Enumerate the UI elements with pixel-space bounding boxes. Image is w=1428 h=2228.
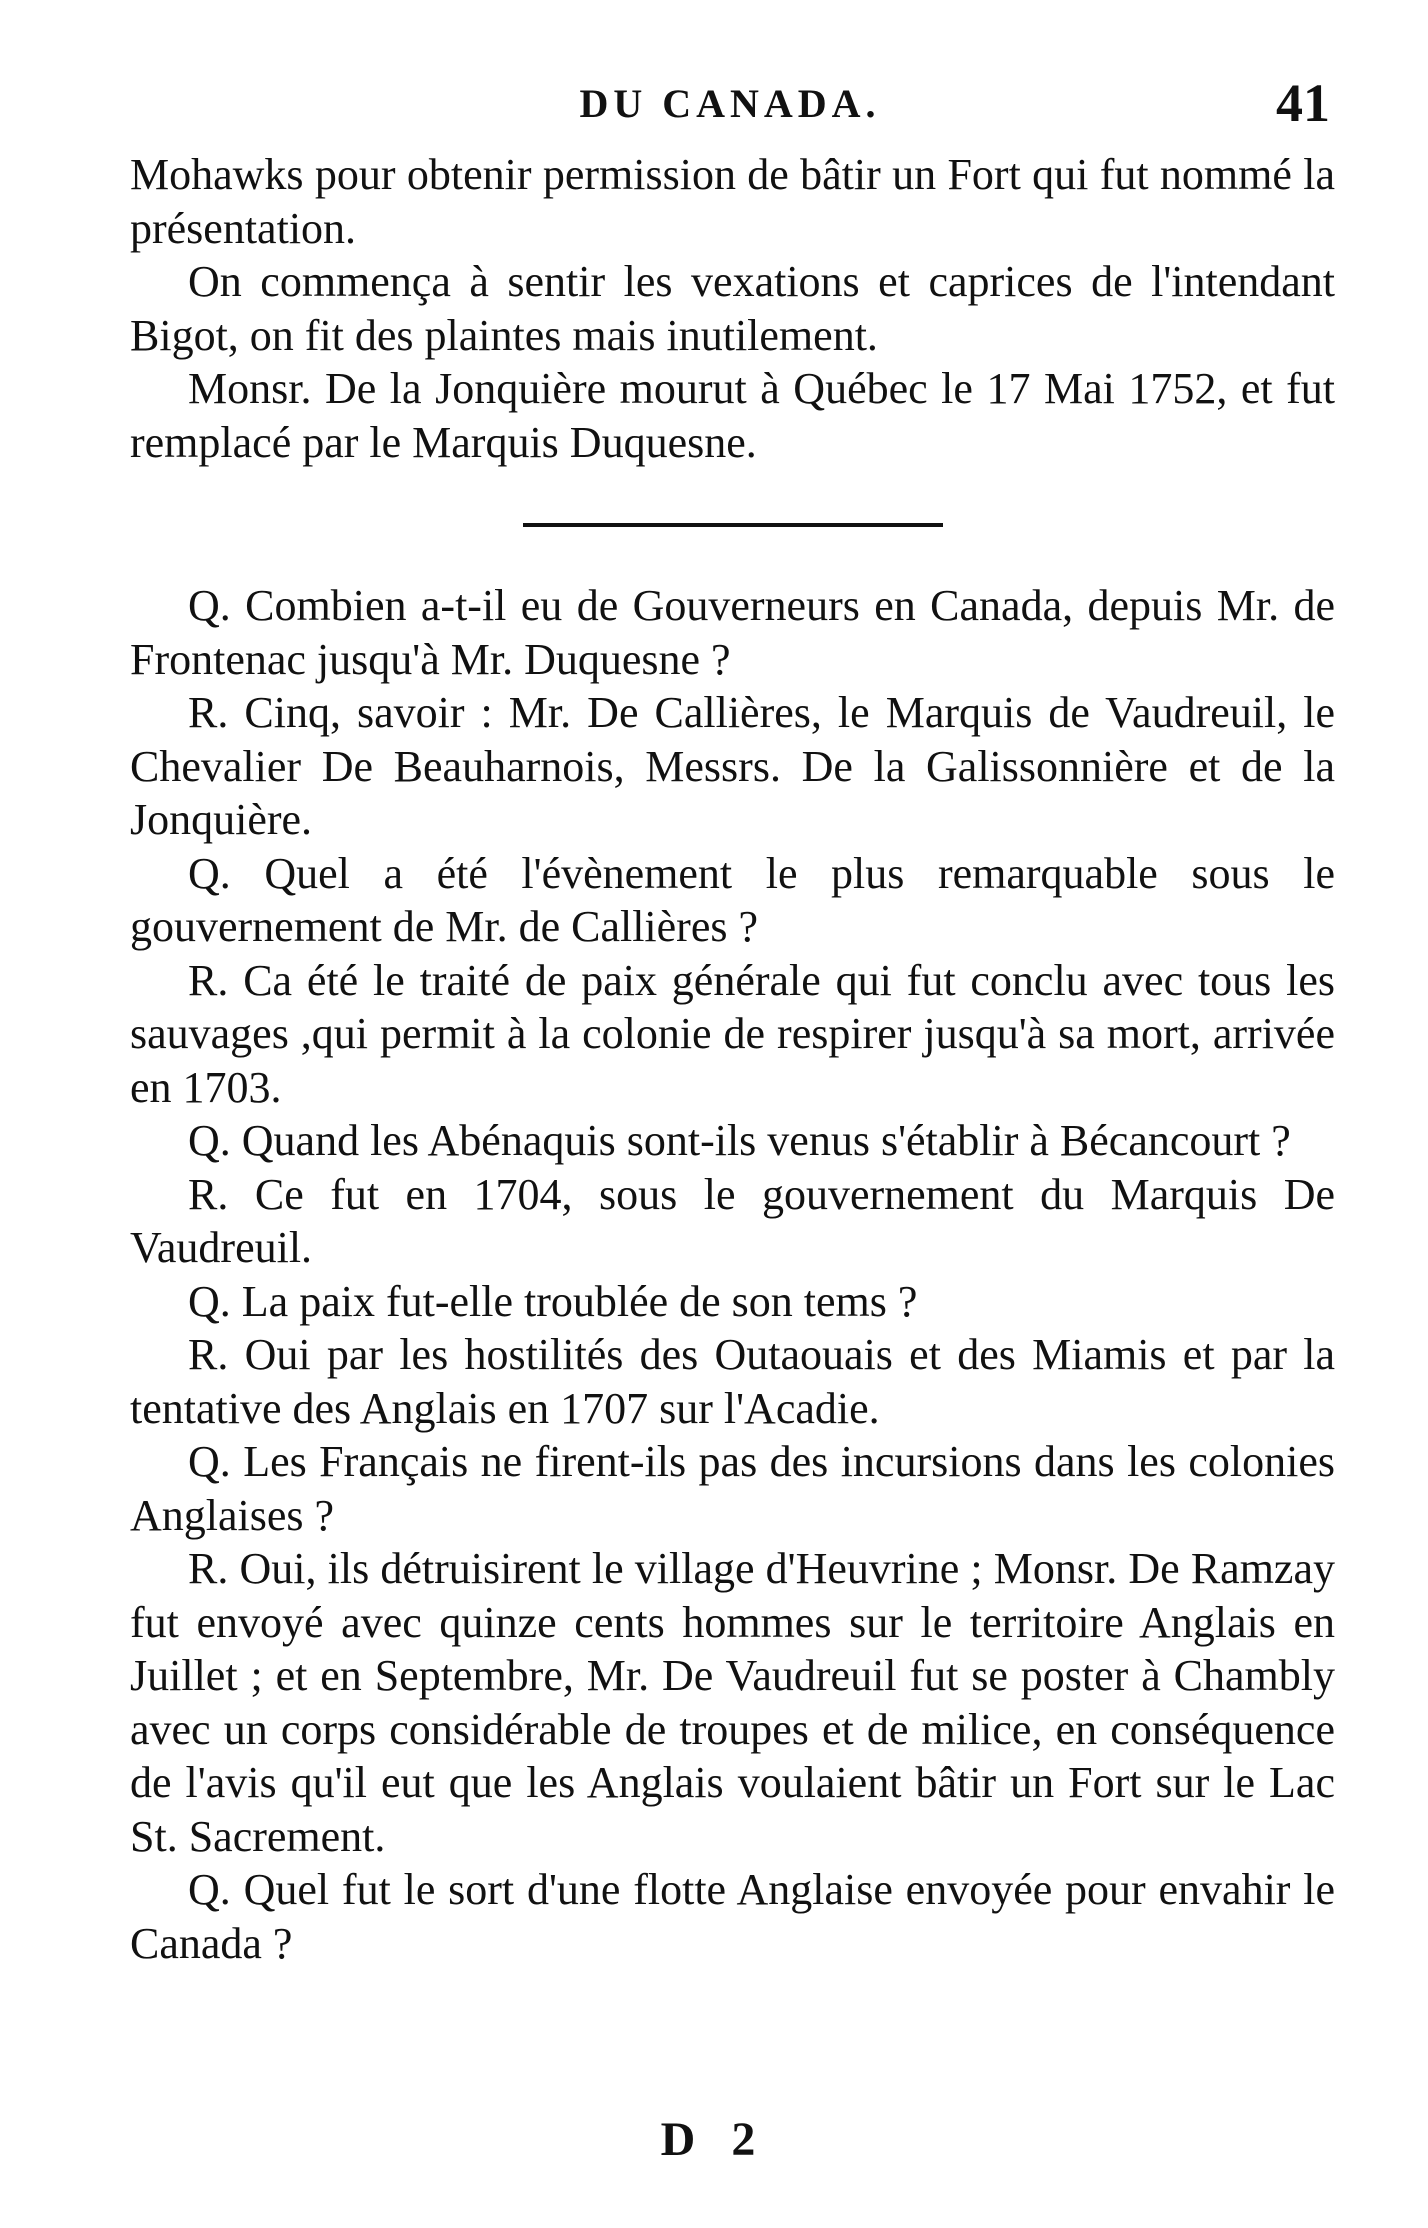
answer-text: Oui, ils détruisirent le village d'Heuvrine ; Monsr. De Ramzay fut envoyé avec quinze cents hommes sur le territoire Anglais en Juillet ; et en Septembre, Mr. De Vaudreuil fut se poster à Chambly avec un corps considérable de troupes et de milice, en conséquence de l'avis qu'il eut que les Anglais voulaient bâtir un Fort sur le Lac St. Sacrement.	[130, 1544, 1335, 1861]
question-6	[130, 1863, 1335, 1970]
answer-text: Oui par les hostilités des Outaouais et des Miamis et par la tentative des Anglais en 1707 sur l'Acadie.	[130, 1330, 1336, 1433]
intro-paragraph-2: On commença à sentir les vexations et caprices de l'intendant Bigot, on fit des plaintes mais inutilement.	[130, 257, 1335, 360]
question-label: Q.	[188, 1437, 231, 1486]
body-text	[130, 148, 1335, 1970]
intro-paragraph-1: Mohawks pour obtenir permission de bâtir un Fort qui fut nommé la présentation.	[130, 150, 1335, 253]
answer-5	[130, 1542, 1335, 1863]
question-text: Les Français ne firent-ils pas des incursions dans les colonies Anglaises ?	[130, 1437, 1336, 1540]
answer-label: R.	[188, 955, 229, 1005]
question-label: Q.	[188, 1116, 231, 1165]
answer-label: R.	[188, 1330, 229, 1379]
answer-2	[130, 954, 1335, 1115]
answer-label: R.	[188, 1544, 229, 1593]
page-number: 41	[1276, 73, 1330, 133]
question-label: Q.	[188, 1276, 231, 1326]
running-head: DU CANADA.	[579, 81, 881, 126]
answer-label: R.	[188, 1169, 229, 1219]
answer-4	[130, 1328, 1335, 1435]
question-1	[130, 579, 1335, 686]
question-3	[130, 1114, 1335, 1168]
answer-text: Ce fut en 1704, sous le gouvernement du Marquis De Vaudreuil.	[130, 1169, 1336, 1272]
answer-label: R.	[188, 688, 229, 737]
answer-text: Ca été le traité de paix générale qui fut conclu avec tous les sauvages ,qui permit à la colonie de respirer jusqu'à sa mort, arrivée en 1703.	[130, 955, 1336, 1112]
question-label: Q.	[188, 581, 231, 630]
question-text: Combien a-t-il eu de Gouverneurs en Canada, depuis Mr. de Frontenac jusqu'à Mr. Duquesne ?	[130, 581, 1336, 684]
question-text: Quel fut le sort d'une flotte Anglaise envoyée pour envahir le Canada ?	[130, 1865, 1336, 1968]
question-label: Q.	[188, 848, 231, 898]
section-divider	[523, 523, 943, 527]
answer-text: Cinq, savoir : Mr. De Callières, le Marquis de Vaudreuil, le Chevalier De Beauharnois, Messrs. De la Galissonnière et de la Jonquière.	[130, 688, 1335, 844]
answer-3	[130, 1168, 1335, 1275]
question-text: La paix fut-elle troublée de son tems ?	[241, 1276, 918, 1326]
question-label: Q.	[188, 1865, 231, 1914]
question-5	[130, 1435, 1335, 1542]
intro-paragraph-3: Monsr. De la Jonquière mourut à Québec le 17 Mai 1752, et fut remplacé par le Marquis Duquesne.	[130, 364, 1335, 467]
question-2	[130, 847, 1335, 954]
page-header	[130, 72, 1330, 142]
question-text: Quand les Abénaquis sont-ils venus s'établir à Bécancourt ?	[241, 1116, 1291, 1165]
question-text: Quel a été l'évènement le plus remarquable sous le gouvernement de Mr. de Callières ?	[130, 848, 1335, 951]
answer-1	[130, 686, 1335, 847]
question-4	[130, 1275, 1335, 1329]
signature-mark: D 2	[660, 2113, 768, 2166]
